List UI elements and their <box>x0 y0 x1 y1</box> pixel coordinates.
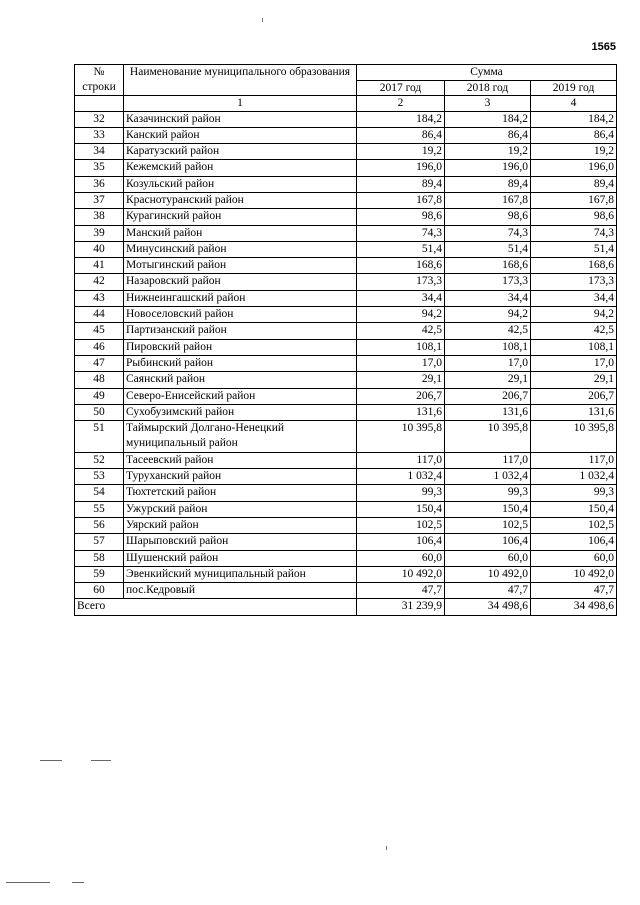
municipality-name: Туруханский район <box>124 469 357 485</box>
table-row <box>75 192 617 208</box>
table-row <box>75 290 617 306</box>
row-number: 52 <box>75 452 124 468</box>
header-name: Наименование муниципального образования <box>124 65 357 96</box>
amount-2019: 108,1 <box>531 339 617 355</box>
amount-2018: 99,3 <box>445 485 531 501</box>
amount-2017: 29,1 <box>357 372 445 388</box>
municipality-name: Шушенский район <box>124 550 357 566</box>
table-row <box>75 258 617 274</box>
amount-2018: 167,8 <box>445 192 531 208</box>
column-number: 3 <box>445 96 531 112</box>
header-year-2018: 2018 год <box>445 80 531 96</box>
amount-2018: 131,6 <box>445 404 531 420</box>
row-number: 44 <box>75 307 124 323</box>
total-amount-2018: 34 498,6 <box>445 599 531 615</box>
amount-2017: 86,4 <box>357 127 445 143</box>
municipality-name: пос.Кедровый <box>124 583 357 599</box>
amount-2018: 150,4 <box>445 501 531 517</box>
amount-2019: 117,0 <box>531 452 617 468</box>
amount-2019: 19,2 <box>531 144 617 160</box>
amount-2017: 150,4 <box>357 501 445 517</box>
row-number: 43 <box>75 290 124 306</box>
amount-2017: 60,0 <box>357 550 445 566</box>
amount-2018: 29,1 <box>445 372 531 388</box>
amount-2017: 117,0 <box>357 452 445 468</box>
amount-2018: 168,6 <box>445 258 531 274</box>
table-row <box>75 421 617 453</box>
amount-2018: 86,4 <box>445 127 531 143</box>
header-row-number: № строки <box>75 65 124 96</box>
municipality-name: Новоселовский район <box>124 307 357 323</box>
amount-2017: 89,4 <box>357 176 445 192</box>
row-number: 48 <box>75 372 124 388</box>
municipality-name: Уярский район <box>124 517 357 533</box>
amount-2019: 94,2 <box>531 307 617 323</box>
municipality-name: Казачинский район <box>124 111 357 127</box>
municipality-name: Минусинский район <box>124 241 357 257</box>
amount-2019: 150,4 <box>531 501 617 517</box>
table-row <box>75 388 617 404</box>
amount-2018: 51,4 <box>445 241 531 257</box>
municipality-name: Шарыповский район <box>124 534 357 550</box>
row-number: 55 <box>75 501 124 517</box>
header-year-2019: 2019 год <box>531 80 617 96</box>
amount-2017: 51,4 <box>357 241 445 257</box>
amount-2019: 173,3 <box>531 274 617 290</box>
municipality-name: Рыбинский район <box>124 355 357 371</box>
row-number: 32 <box>75 111 124 127</box>
amount-2017: 10 395,8 <box>357 421 445 453</box>
amount-2017: 34,4 <box>357 290 445 306</box>
amount-2017: 17,0 <box>357 355 445 371</box>
scan-mark <box>6 882 50 883</box>
municipality-name: Сухобузимский район <box>124 404 357 420</box>
municipality-name: Тюхтетский район <box>124 485 357 501</box>
amount-2018: 102,5 <box>445 517 531 533</box>
row-number: 58 <box>75 550 124 566</box>
amount-2019: 106,4 <box>531 534 617 550</box>
column-numbers-row <box>75 96 617 112</box>
row-number: 59 <box>75 566 124 582</box>
municipality-name: Северо-Енисейский район <box>124 388 357 404</box>
budget-table <box>74 64 617 616</box>
row-number: 51 <box>75 421 124 453</box>
amount-2018: 10 395,8 <box>445 421 531 453</box>
total-row <box>75 599 617 615</box>
amount-2018: 19,2 <box>445 144 531 160</box>
table-row <box>75 111 617 127</box>
amount-2019: 168,6 <box>531 258 617 274</box>
amount-2017: 131,6 <box>357 404 445 420</box>
amount-2019: 184,2 <box>531 111 617 127</box>
table-row <box>75 583 617 599</box>
amount-2017: 47,7 <box>357 583 445 599</box>
table-row <box>75 127 617 143</box>
total-label: Всего <box>75 599 357 615</box>
municipality-name: Каратузский район <box>124 144 357 160</box>
amount-2019: 98,6 <box>531 209 617 225</box>
amount-2018: 1 032,4 <box>445 469 531 485</box>
row-number: 34 <box>75 144 124 160</box>
municipality-name: Таймырский Долгано-Ненецкий муниципальный район <box>124 421 357 453</box>
row-number: 49 <box>75 388 124 404</box>
row-number: 33 <box>75 127 124 143</box>
table-row <box>75 452 617 468</box>
amount-2017: 167,8 <box>357 192 445 208</box>
amount-2018: 74,3 <box>445 225 531 241</box>
row-number: 60 <box>75 583 124 599</box>
amount-2019: 89,4 <box>531 176 617 192</box>
amount-2017: 106,4 <box>357 534 445 550</box>
amount-2019: 29,1 <box>531 372 617 388</box>
amount-2018: 184,2 <box>445 111 531 127</box>
amount-2018: 10 492,0 <box>445 566 531 582</box>
amount-2018: 117,0 <box>445 452 531 468</box>
table-row <box>75 209 617 225</box>
municipality-name: Козульский район <box>124 176 357 192</box>
amount-2019: 10 395,8 <box>531 421 617 453</box>
row-number: 37 <box>75 192 124 208</box>
total-amount-2017: 31 239,9 <box>357 599 445 615</box>
amount-2019: 102,5 <box>531 517 617 533</box>
scan-mark <box>72 882 84 883</box>
amount-2017: 74,3 <box>357 225 445 241</box>
table-row <box>75 144 617 160</box>
table-row <box>75 339 617 355</box>
amount-2019: 74,3 <box>531 225 617 241</box>
row-number: 41 <box>75 258 124 274</box>
amount-2018: 60,0 <box>445 550 531 566</box>
municipality-name: Партизанский район <box>124 323 357 339</box>
table-row <box>75 550 617 566</box>
table-row <box>75 469 617 485</box>
municipality-name: Манский район <box>124 225 357 241</box>
header-sum: Сумма <box>357 65 617 81</box>
page-number: 1565 <box>591 41 616 53</box>
amount-2017: 99,3 <box>357 485 445 501</box>
amount-2019: 17,0 <box>531 355 617 371</box>
table-row <box>75 404 617 420</box>
amount-2019: 86,4 <box>531 127 617 143</box>
row-number: 53 <box>75 469 124 485</box>
municipality-name: Канский район <box>124 127 357 143</box>
amount-2019: 1 032,4 <box>531 469 617 485</box>
row-number: 56 <box>75 517 124 533</box>
table-row <box>75 323 617 339</box>
amount-2018: 106,4 <box>445 534 531 550</box>
amount-2019: 99,3 <box>531 485 617 501</box>
amount-2017: 98,6 <box>357 209 445 225</box>
table-row <box>75 225 617 241</box>
amount-2019: 34,4 <box>531 290 617 306</box>
table-row <box>75 160 617 176</box>
amount-2018: 206,7 <box>445 388 531 404</box>
column-number: 2 <box>357 96 445 112</box>
amount-2017: 19,2 <box>357 144 445 160</box>
amount-2018: 196,0 <box>445 160 531 176</box>
row-number: 50 <box>75 404 124 420</box>
row-number: 57 <box>75 534 124 550</box>
row-number: 38 <box>75 209 124 225</box>
header-row <box>75 65 617 81</box>
column-number: 4 <box>531 96 617 112</box>
amount-2017: 196,0 <box>357 160 445 176</box>
header-year-2017: 2017 год <box>357 80 445 96</box>
municipality-name: Пировский район <box>124 339 357 355</box>
row-number: 54 <box>75 485 124 501</box>
row-number: 36 <box>75 176 124 192</box>
scan-dot <box>386 846 387 850</box>
row-number: 35 <box>75 160 124 176</box>
municipality-name: Тасеевский район <box>124 452 357 468</box>
table-row <box>75 355 617 371</box>
total-amount-2019: 34 498,6 <box>531 599 617 615</box>
amount-2017: 1 032,4 <box>357 469 445 485</box>
row-number: 46 <box>75 339 124 355</box>
amount-2017: 173,3 <box>357 274 445 290</box>
table-row <box>75 274 617 290</box>
amount-2018: 34,4 <box>445 290 531 306</box>
row-number: 39 <box>75 225 124 241</box>
municipality-name: Саянский район <box>124 372 357 388</box>
municipality-name: Эвенкийский муниципальный район <box>124 566 357 582</box>
amount-2018: 94,2 <box>445 307 531 323</box>
scan-mark <box>91 760 111 761</box>
amount-2017: 108,1 <box>357 339 445 355</box>
row-number: 45 <box>75 323 124 339</box>
municipality-name: Кежемский район <box>124 160 357 176</box>
amount-2019: 131,6 <box>531 404 617 420</box>
amount-2018: 42,5 <box>445 323 531 339</box>
row-number: 42 <box>75 274 124 290</box>
table-row <box>75 176 617 192</box>
amount-2019: 10 492,0 <box>531 566 617 582</box>
column-number-empty <box>75 96 124 112</box>
amount-2017: 102,5 <box>357 517 445 533</box>
row-number: 47 <box>75 355 124 371</box>
amount-2019: 42,5 <box>531 323 617 339</box>
municipality-name: Нижнеингашский район <box>124 290 357 306</box>
table-row <box>75 485 617 501</box>
amount-2019: 167,8 <box>531 192 617 208</box>
amount-2017: 206,7 <box>357 388 445 404</box>
table-row <box>75 566 617 582</box>
table-row <box>75 241 617 257</box>
municipality-name: Курагинский район <box>124 209 357 225</box>
amount-2017: 10 492,0 <box>357 566 445 582</box>
amount-2018: 17,0 <box>445 355 531 371</box>
column-number: 1 <box>124 96 357 112</box>
table-row <box>75 517 617 533</box>
amount-2019: 60,0 <box>531 550 617 566</box>
municipality-name: Краснотуранский район <box>124 192 357 208</box>
amount-2017: 42,5 <box>357 323 445 339</box>
table-row <box>75 372 617 388</box>
amount-2017: 94,2 <box>357 307 445 323</box>
amount-2018: 108,1 <box>445 339 531 355</box>
amount-2018: 98,6 <box>445 209 531 225</box>
municipality-name: Назаровский район <box>124 274 357 290</box>
table-row <box>75 534 617 550</box>
amount-2017: 168,6 <box>357 258 445 274</box>
amount-2018: 173,3 <box>445 274 531 290</box>
amount-2019: 196,0 <box>531 160 617 176</box>
amount-2019: 51,4 <box>531 241 617 257</box>
municipality-name: Мотыгинский район <box>124 258 357 274</box>
scan-dot <box>262 18 263 22</box>
table-row <box>75 307 617 323</box>
municipality-name: Ужурский район <box>124 501 357 517</box>
amount-2019: 47,7 <box>531 583 617 599</box>
amount-2018: 47,7 <box>445 583 531 599</box>
scan-mark <box>40 760 62 761</box>
amount-2017: 184,2 <box>357 111 445 127</box>
table-row <box>75 501 617 517</box>
amount-2019: 206,7 <box>531 388 617 404</box>
row-number: 40 <box>75 241 124 257</box>
amount-2018: 89,4 <box>445 176 531 192</box>
